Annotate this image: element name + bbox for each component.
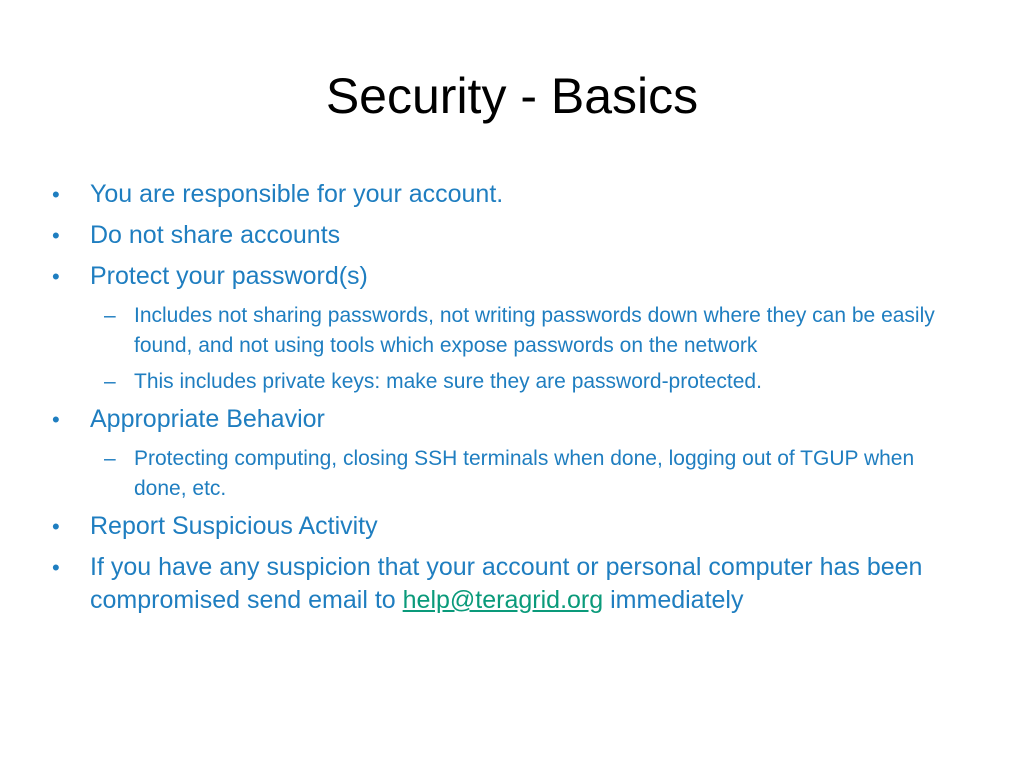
bullet-marker: • [52, 264, 60, 289]
email-link[interactable]: help@teragrid.org [402, 586, 604, 614]
sub-bullet-item [104, 301, 952, 361]
bullet-item [52, 510, 952, 543]
bullet-item [52, 551, 952, 617]
sub-bullet-marker: – [104, 304, 116, 327]
bullet-text: Appropriate Behavior [90, 405, 325, 433]
bullet-item [52, 178, 952, 211]
bullet-text: Report Suspicious Activity [90, 512, 378, 540]
slide-title: Security - Basics [325, 68, 699, 124]
bullet-marker: • [52, 223, 60, 248]
bullet-marker: • [52, 514, 60, 539]
bullet-text [90, 551, 952, 617]
bullet-marker: • [52, 555, 60, 580]
bullet-item [52, 219, 952, 252]
bullet-item [52, 260, 952, 293]
sub-bullet-text: Protecting computing, closing SSH terminals when done, logging out of TGUP when done, etc. [134, 447, 915, 500]
bullet-item [52, 403, 952, 436]
bullet-text: You are responsible for your account. [90, 180, 504, 208]
bullet-text: Protect your password(s) [90, 262, 368, 290]
slide-body [52, 178, 952, 625]
bullet-text: Do not share accounts [90, 221, 341, 249]
sub-bullet-item [104, 367, 952, 397]
sub-bullet-text: Includes not sharing passwords, not writing passwords down where they can be easily found, and not using tools which expose passwords on the network [134, 304, 935, 357]
sub-bullet-text: This includes private keys: make sure they are password-protected. [134, 370, 762, 393]
sub-bullet-marker: – [104, 447, 116, 470]
bullet-text-after: immediately [610, 586, 744, 614]
sub-bullet-item [104, 444, 952, 504]
bullet-text-before: If you have any suspicion that your account or personal computer has been compromised send email to [90, 553, 923, 614]
bullet-marker: • [52, 182, 60, 207]
bullet-marker: • [52, 407, 60, 432]
sub-bullet-marker: – [104, 370, 116, 393]
